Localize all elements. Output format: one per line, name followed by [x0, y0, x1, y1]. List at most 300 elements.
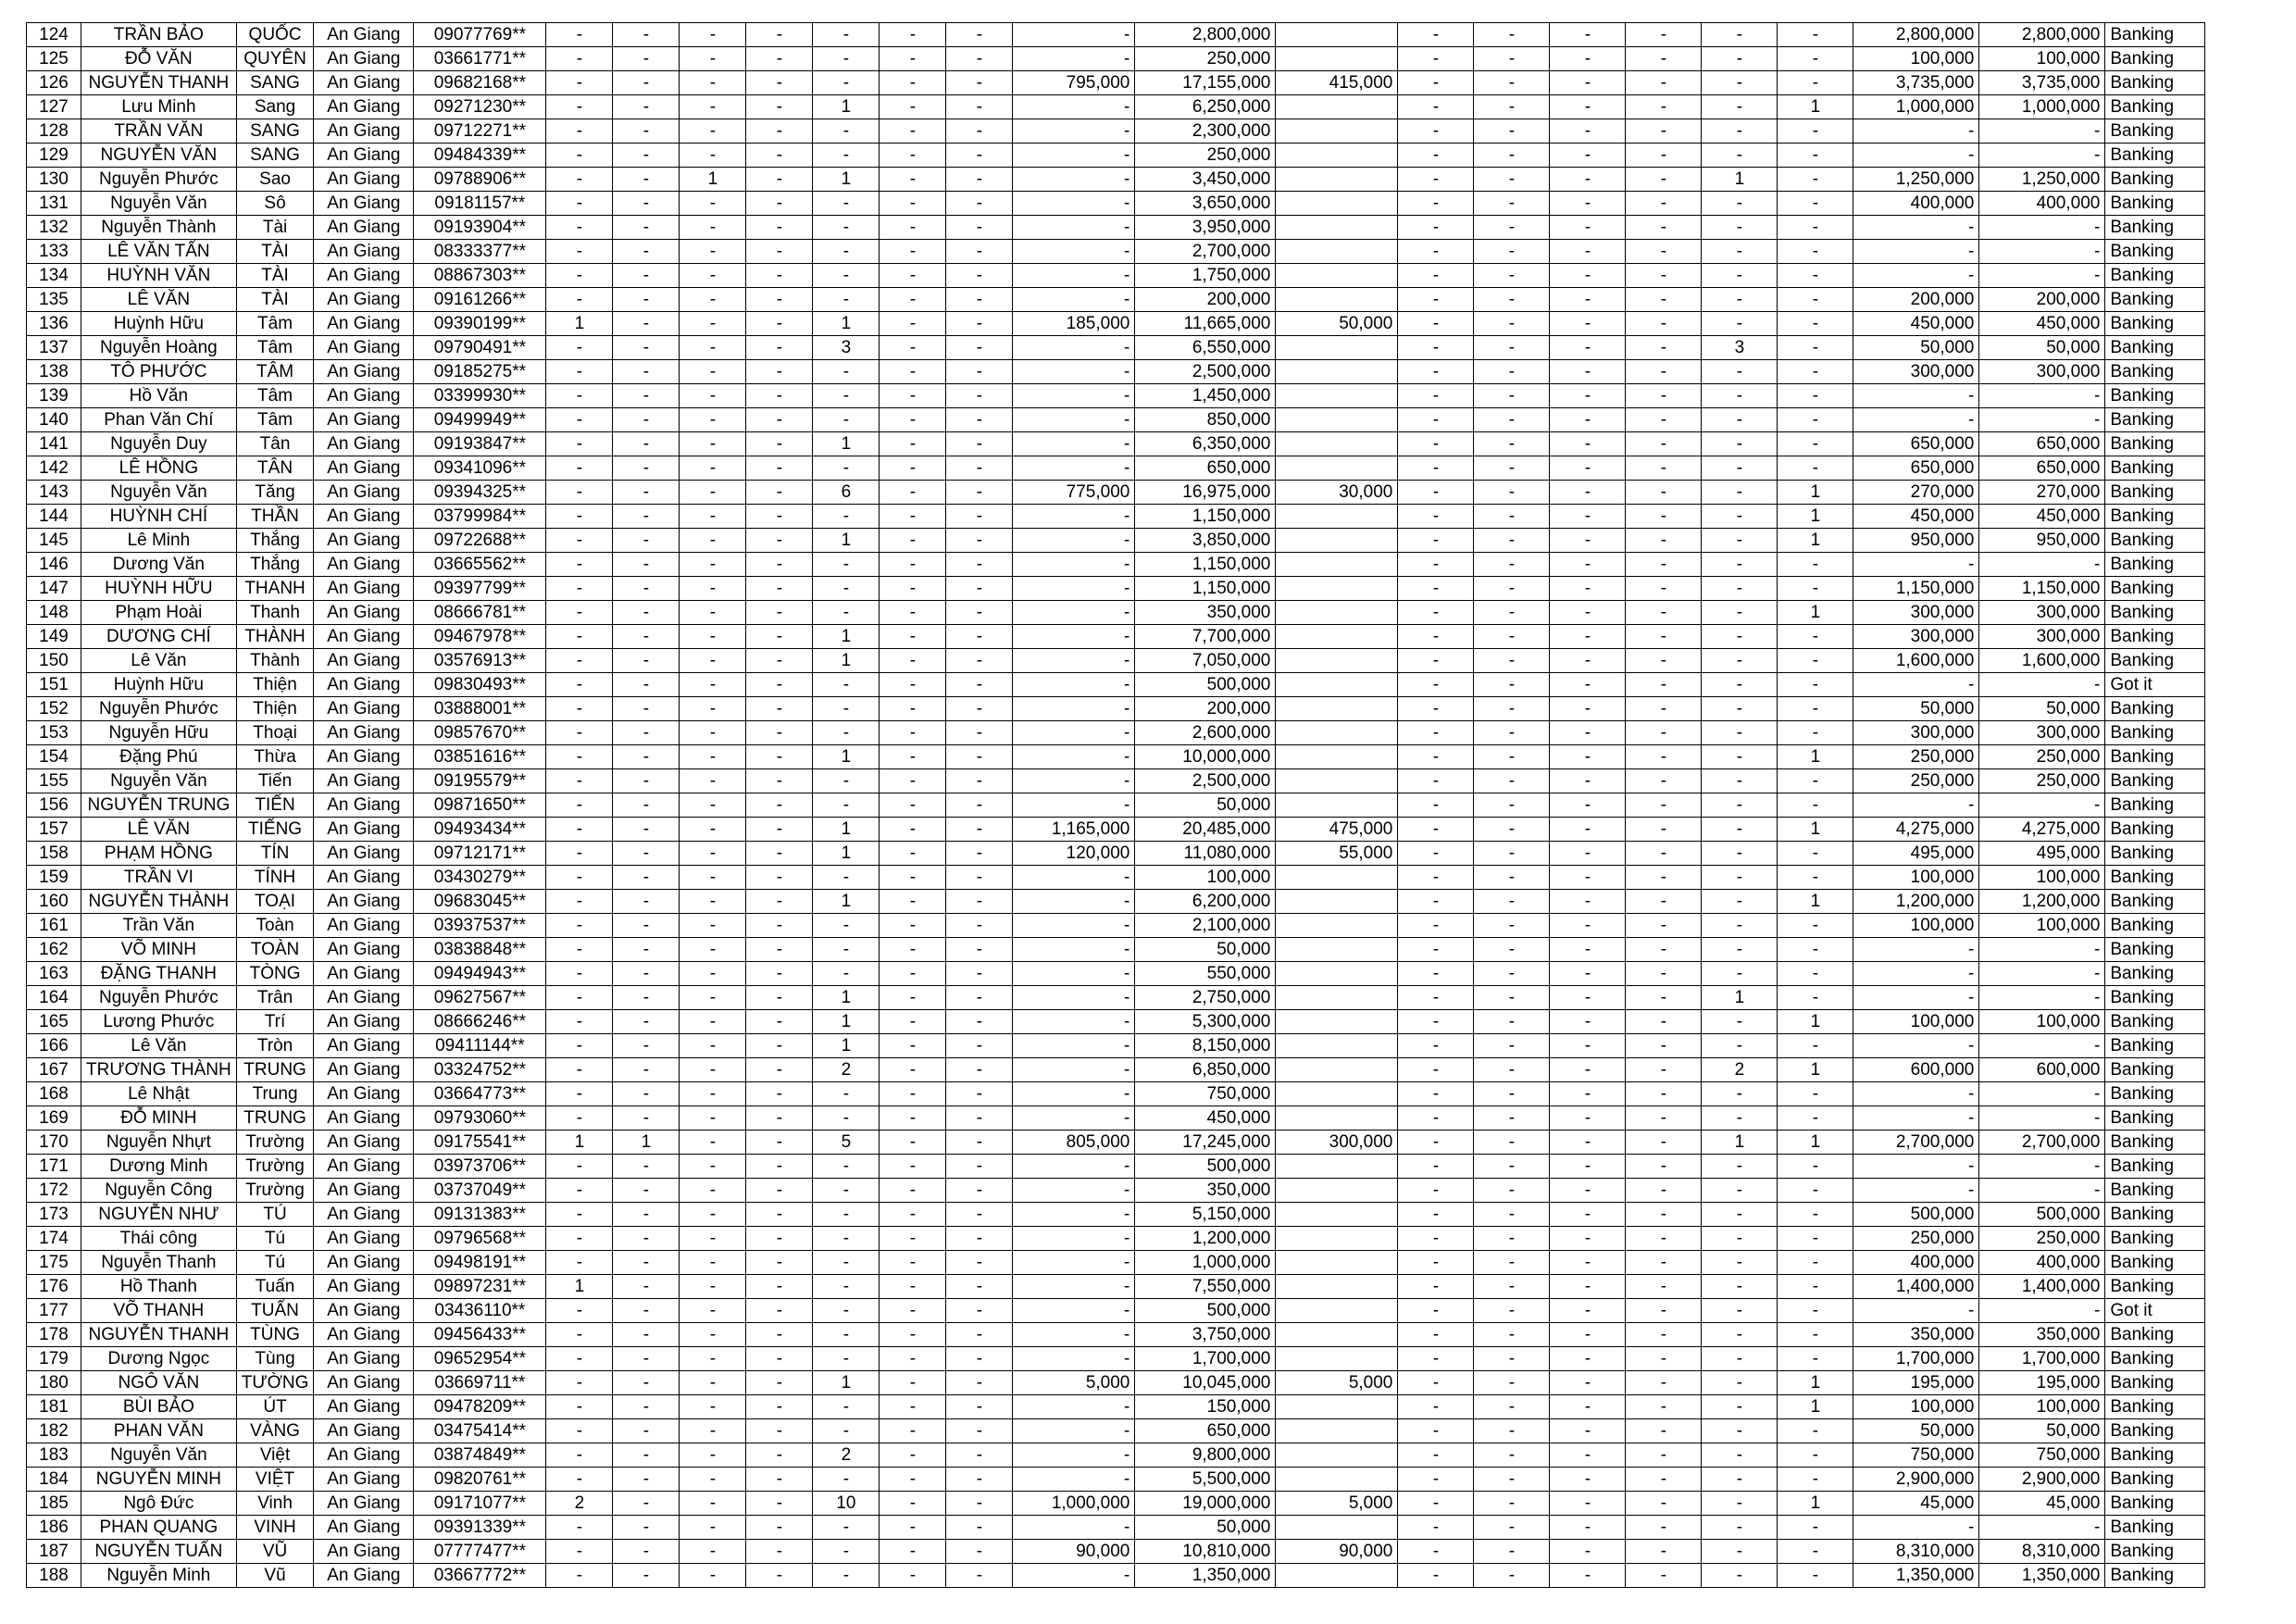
count-cell: - — [746, 1443, 813, 1468]
last-name-cell: DƯƠNG CHÍ — [81, 625, 237, 649]
table-row — [27, 264, 2205, 288]
total-amount-cell: 750,000 — [1135, 1082, 1276, 1106]
amount-cell: - — [1013, 192, 1135, 216]
count-cell: - — [746, 769, 813, 793]
count-cell: - — [946, 962, 1013, 986]
count-cell: - — [680, 288, 746, 312]
province-cell: An Giang — [314, 336, 414, 360]
payment-method-cell: Banking — [2105, 1203, 2205, 1227]
count-cell: - — [1702, 769, 1778, 793]
row-number-cell: 143 — [27, 481, 81, 505]
count-cell: - — [680, 529, 746, 553]
province-cell: An Giang — [314, 721, 414, 745]
table-row — [27, 962, 2205, 986]
payment-method-cell: Banking — [2105, 1106, 2205, 1131]
count-cell: - — [1474, 360, 1550, 384]
payment-method-cell: Banking — [2105, 408, 2205, 432]
count-cell: - — [1626, 1155, 1702, 1179]
first-name-cell: Trí — [236, 1010, 314, 1034]
count-cell: - — [546, 529, 613, 553]
count-cell: - — [613, 890, 680, 914]
phone-cell: 09391339** — [414, 1516, 546, 1540]
count-cell: - — [613, 1275, 680, 1299]
count-cell: - — [1550, 23, 1626, 47]
count-cell: - — [813, 47, 880, 71]
amount-cell: - — [1013, 745, 1135, 769]
paid-amount-cell: - — [1979, 1155, 2105, 1179]
reward-amount-cell: 450,000 — [1853, 312, 1979, 336]
amount-cell: - — [1013, 1299, 1135, 1323]
reward-amount-cell: 250,000 — [1853, 1227, 1979, 1251]
table-row — [27, 119, 2205, 144]
count-cell: - — [1398, 866, 1474, 890]
paid-amount-cell: 1,000,000 — [1979, 95, 2105, 119]
total-amount-cell: 550,000 — [1135, 962, 1276, 986]
row-number-cell: 169 — [27, 1106, 81, 1131]
amount-cell: - — [1013, 673, 1135, 697]
count-cell: - — [746, 1251, 813, 1275]
count-cell: 5 — [813, 1131, 880, 1155]
count-cell: - — [1626, 962, 1702, 986]
count-cell: 1 — [813, 649, 880, 673]
count-cell: - — [880, 625, 946, 649]
count-cell: - — [1778, 986, 1853, 1010]
amount-cell — [1276, 192, 1398, 216]
first-name-cell: VIỆT — [236, 1468, 314, 1492]
amount-cell: - — [1013, 1082, 1135, 1106]
phone-cell: 09195579** — [414, 769, 546, 793]
count-cell: - — [880, 384, 946, 408]
paid-amount-cell: - — [1979, 264, 2105, 288]
count-cell: - — [1778, 721, 1853, 745]
first-name-cell: Toàn — [236, 914, 314, 938]
table-row — [27, 745, 2205, 769]
count-cell: - — [546, 336, 613, 360]
count-cell: - — [1702, 432, 1778, 456]
count-cell: 2 — [813, 1058, 880, 1082]
count-cell: - — [613, 119, 680, 144]
province-cell: An Giang — [314, 481, 414, 505]
count-cell: - — [613, 938, 680, 962]
paid-amount-cell: 300,000 — [1979, 721, 2105, 745]
count-cell: - — [1550, 1179, 1626, 1203]
count-cell: - — [946, 1371, 1013, 1395]
count-cell: - — [1550, 312, 1626, 336]
count-cell: - — [746, 1179, 813, 1203]
table-row — [27, 1371, 2205, 1395]
amount-cell — [1276, 408, 1398, 432]
count-cell: - — [1398, 818, 1474, 842]
payment-method-cell: Banking — [2105, 288, 2205, 312]
count-cell: - — [1702, 1227, 1778, 1251]
count-cell: - — [746, 529, 813, 553]
count-cell: - — [1398, 1468, 1474, 1492]
count-cell: - — [1398, 938, 1474, 962]
amount-cell — [1276, 601, 1398, 625]
province-cell: An Giang — [314, 47, 414, 71]
table-row — [27, 697, 2205, 721]
province-cell: An Giang — [314, 1275, 414, 1299]
count-cell: - — [1778, 793, 1853, 818]
count-cell: - — [1550, 288, 1626, 312]
count-cell: - — [1626, 1468, 1702, 1492]
count-cell: - — [1778, 649, 1853, 673]
amount-cell: - — [1013, 721, 1135, 745]
count-cell: - — [613, 745, 680, 769]
count-cell: - — [546, 1323, 613, 1347]
count-cell: - — [1550, 1347, 1626, 1371]
count-cell: - — [546, 481, 613, 505]
paid-amount-cell: 2,700,000 — [1979, 1131, 2105, 1155]
payment-method-cell: Banking — [2105, 577, 2205, 601]
count-cell: - — [946, 649, 1013, 673]
paid-amount-cell: 100,000 — [1979, 1010, 2105, 1034]
count-cell: 1 — [813, 312, 880, 336]
row-number-cell: 155 — [27, 769, 81, 793]
first-name-cell: Thanh — [236, 601, 314, 625]
count-cell: - — [1702, 95, 1778, 119]
count-cell: - — [1550, 71, 1626, 95]
count-cell: - — [1474, 456, 1550, 481]
first-name-cell: Tâm — [236, 408, 314, 432]
count-cell: - — [546, 1251, 613, 1275]
count-cell: - — [1550, 456, 1626, 481]
count-cell: - — [1626, 1347, 1702, 1371]
count-cell: - — [813, 721, 880, 745]
last-name-cell: Hồ Thanh — [81, 1275, 237, 1299]
count-cell: - — [1474, 962, 1550, 986]
row-number-cell: 157 — [27, 818, 81, 842]
count-cell: - — [1626, 529, 1702, 553]
count-cell: - — [613, 505, 680, 529]
last-name-cell: Nguyễn Văn — [81, 1443, 237, 1468]
payment-method-cell: Banking — [2105, 95, 2205, 119]
reward-amount-cell: 50,000 — [1853, 697, 1979, 721]
count-cell: - — [1398, 144, 1474, 168]
first-name-cell: Tâm — [236, 336, 314, 360]
count-cell: 1 — [546, 312, 613, 336]
payment-method-cell: Banking — [2105, 914, 2205, 938]
total-amount-cell: 1,750,000 — [1135, 264, 1276, 288]
count-cell: 1 — [813, 625, 880, 649]
table-row — [27, 1227, 2205, 1251]
phone-cell: 09830493** — [414, 673, 546, 697]
count-cell: - — [1550, 1492, 1626, 1516]
last-name-cell: Lê Văn — [81, 1034, 237, 1058]
reward-amount-cell: - — [1853, 938, 1979, 962]
count-cell: - — [1626, 432, 1702, 456]
row-number-cell: 148 — [27, 601, 81, 625]
paid-amount-cell: 300,000 — [1979, 625, 2105, 649]
row-number-cell: 134 — [27, 264, 81, 288]
amount-cell: 5,000 — [1276, 1371, 1398, 1395]
table-row — [27, 168, 2205, 192]
last-name-cell: Dương Ngọc — [81, 1347, 237, 1371]
table-row — [27, 673, 2205, 697]
phone-cell: 09131383** — [414, 1203, 546, 1227]
count-cell: - — [1702, 914, 1778, 938]
count-cell: 1 — [1778, 529, 1853, 553]
amount-cell — [1276, 144, 1398, 168]
count-cell: - — [813, 1203, 880, 1227]
count-cell: - — [1398, 264, 1474, 288]
count-cell: - — [680, 625, 746, 649]
count-cell: - — [813, 240, 880, 264]
count-cell: - — [746, 601, 813, 625]
table-row — [27, 1395, 2205, 1419]
payment-method-cell: Banking — [2105, 360, 2205, 384]
amount-cell — [1276, 1564, 1398, 1588]
count-cell: - — [746, 673, 813, 697]
count-cell: - — [946, 601, 1013, 625]
count-cell: - — [1626, 408, 1702, 432]
count-cell: - — [813, 1275, 880, 1299]
count-cell: - — [613, 1251, 680, 1275]
table-row — [27, 1082, 2205, 1106]
row-number-cell: 128 — [27, 119, 81, 144]
count-cell: - — [1778, 264, 1853, 288]
count-cell: - — [880, 890, 946, 914]
last-name-cell: Trần Văn — [81, 914, 237, 938]
count-cell: - — [1702, 649, 1778, 673]
count-cell: - — [1626, 769, 1702, 793]
count-cell: - — [1702, 625, 1778, 649]
total-amount-cell: 50,000 — [1135, 938, 1276, 962]
total-amount-cell: 3,750,000 — [1135, 1323, 1276, 1347]
amount-cell — [1276, 1034, 1398, 1058]
count-cell: - — [880, 71, 946, 95]
count-cell: - — [1398, 529, 1474, 553]
count-cell: - — [613, 1106, 680, 1131]
count-cell: - — [1626, 842, 1702, 866]
paid-amount-cell: 750,000 — [1979, 1443, 2105, 1468]
count-cell: - — [880, 697, 946, 721]
row-number-cell: 166 — [27, 1034, 81, 1058]
table-body — [27, 23, 2205, 1588]
reward-amount-cell: 1,400,000 — [1853, 1275, 1979, 1299]
count-cell: - — [1778, 697, 1853, 721]
amount-cell: - — [1013, 1347, 1135, 1371]
first-name-cell: Tú — [236, 1227, 314, 1251]
count-cell: - — [546, 1179, 613, 1203]
last-name-cell: NGUYỄN THANH — [81, 1323, 237, 1347]
amount-cell — [1276, 23, 1398, 47]
row-number-cell: 125 — [27, 47, 81, 71]
count-cell: - — [1474, 1227, 1550, 1251]
paid-amount-cell: - — [1979, 240, 2105, 264]
province-cell: An Giang — [314, 119, 414, 144]
count-cell: - — [1474, 866, 1550, 890]
count-cell: - — [1474, 721, 1550, 745]
count-cell: - — [546, 1299, 613, 1323]
row-number-cell: 149 — [27, 625, 81, 649]
count-cell: - — [546, 697, 613, 721]
count-cell: - — [1778, 1203, 1853, 1227]
count-cell: - — [746, 914, 813, 938]
first-name-cell: THẦN — [236, 505, 314, 529]
last-name-cell: Nguyễn Phước — [81, 697, 237, 721]
count-cell: - — [746, 986, 813, 1010]
reward-amount-cell: 1,150,000 — [1853, 577, 1979, 601]
count-cell: - — [746, 553, 813, 577]
count-cell: - — [746, 481, 813, 505]
count-cell: - — [613, 962, 680, 986]
count-cell: - — [1626, 553, 1702, 577]
province-cell: An Giang — [314, 264, 414, 288]
count-cell: - — [1398, 71, 1474, 95]
row-number-cell: 137 — [27, 336, 81, 360]
count-cell: - — [880, 144, 946, 168]
count-cell: - — [1626, 144, 1702, 168]
count-cell: - — [546, 721, 613, 745]
payment-method-cell: Banking — [2105, 625, 2205, 649]
reward-amount-cell: 1,000,000 — [1853, 95, 1979, 119]
count-cell: - — [946, 456, 1013, 481]
phone-cell: 09161266** — [414, 288, 546, 312]
total-amount-cell: 500,000 — [1135, 673, 1276, 697]
first-name-cell: Tài — [236, 216, 314, 240]
table-row — [27, 144, 2205, 168]
total-amount-cell: 2,100,000 — [1135, 914, 1276, 938]
count-cell: - — [1778, 1564, 1853, 1588]
phone-cell: 08867303** — [414, 264, 546, 288]
total-amount-cell: 10,000,000 — [1135, 745, 1276, 769]
count-cell: - — [1778, 1106, 1853, 1131]
paid-amount-cell: 650,000 — [1979, 432, 2105, 456]
count-cell: - — [813, 1419, 880, 1443]
count-cell: - — [1474, 481, 1550, 505]
province-cell: An Giang — [314, 1227, 414, 1251]
phone-cell: 09478209** — [414, 1395, 546, 1419]
count-cell: - — [946, 553, 1013, 577]
last-name-cell: NGÔ VĂN — [81, 1371, 237, 1395]
total-amount-cell: 500,000 — [1135, 1155, 1276, 1179]
count-cell: - — [880, 192, 946, 216]
row-number-cell: 181 — [27, 1395, 81, 1419]
count-cell: - — [1778, 1347, 1853, 1371]
count-cell: - — [946, 23, 1013, 47]
count-cell: - — [1626, 1251, 1702, 1275]
count-cell: 1 — [813, 986, 880, 1010]
count-cell: - — [1550, 745, 1626, 769]
count-cell: - — [1550, 1540, 1626, 1564]
count-cell: - — [946, 119, 1013, 144]
count-cell: - — [613, 216, 680, 240]
row-number-cell: 150 — [27, 649, 81, 673]
count-cell: - — [1474, 1179, 1550, 1203]
count-cell: - — [746, 1492, 813, 1516]
count-cell: - — [746, 745, 813, 769]
count-cell: - — [680, 866, 746, 890]
last-name-cell: Nguyễn Phước — [81, 168, 237, 192]
amount-cell — [1276, 432, 1398, 456]
amount-cell: - — [1013, 1275, 1135, 1299]
row-number-cell: 184 — [27, 1468, 81, 1492]
count-cell: - — [880, 529, 946, 553]
row-number-cell: 127 — [27, 95, 81, 119]
count-cell: - — [613, 842, 680, 866]
phone-cell: 09788906** — [414, 168, 546, 192]
count-cell: - — [1778, 1299, 1853, 1323]
count-cell: - — [613, 168, 680, 192]
phone-cell: 09897231** — [414, 1275, 546, 1299]
count-cell: - — [946, 1227, 1013, 1251]
count-cell: - — [813, 553, 880, 577]
count-cell: - — [1398, 360, 1474, 384]
count-cell: - — [880, 818, 946, 842]
count-cell: - — [946, 1443, 1013, 1468]
count-cell: - — [1474, 1371, 1550, 1395]
phone-cell: 09181157** — [414, 192, 546, 216]
count-cell: - — [613, 1468, 680, 1492]
count-cell: - — [1778, 47, 1853, 71]
paid-amount-cell: 1,200,000 — [1979, 890, 2105, 914]
count-cell: - — [1474, 1516, 1550, 1540]
count-cell: - — [546, 71, 613, 95]
count-cell: - — [880, 962, 946, 986]
province-cell: An Giang — [314, 866, 414, 890]
phone-cell: 09271230** — [414, 95, 546, 119]
count-cell: - — [1474, 336, 1550, 360]
phone-cell: 07777477** — [414, 1540, 546, 1564]
count-cell: - — [746, 1468, 813, 1492]
count-cell: - — [546, 119, 613, 144]
count-cell: - — [1626, 745, 1702, 769]
phone-cell: 09193904** — [414, 216, 546, 240]
count-cell: - — [946, 71, 1013, 95]
count-cell: - — [1550, 938, 1626, 962]
count-cell: - — [880, 1540, 946, 1564]
province-cell: An Giang — [314, 986, 414, 1010]
reward-amount-cell: 650,000 — [1853, 432, 1979, 456]
count-cell: - — [1626, 1010, 1702, 1034]
count-cell: - — [1550, 769, 1626, 793]
count-cell: - — [1626, 1082, 1702, 1106]
count-cell: - — [546, 168, 613, 192]
count-cell: - — [1702, 842, 1778, 866]
count-cell: - — [1474, 890, 1550, 914]
reward-amount-cell: 250,000 — [1853, 769, 1979, 793]
row-number-cell: 156 — [27, 793, 81, 818]
count-cell: 1 — [1702, 986, 1778, 1010]
amount-cell — [1276, 529, 1398, 553]
count-cell: - — [1474, 529, 1550, 553]
paid-amount-cell: - — [1979, 144, 2105, 168]
count-cell: - — [1626, 1323, 1702, 1347]
count-cell: - — [1474, 1564, 1550, 1588]
total-amount-cell: 6,850,000 — [1135, 1058, 1276, 1082]
count-cell: - — [613, 1419, 680, 1443]
row-number-cell: 136 — [27, 312, 81, 336]
count-cell: - — [1398, 769, 1474, 793]
count-cell: - — [746, 1395, 813, 1419]
count-cell: - — [546, 1034, 613, 1058]
count-cell: - — [1474, 144, 1550, 168]
payment-method-cell: Banking — [2105, 1131, 2205, 1155]
count-cell: - — [880, 1203, 946, 1227]
amount-cell — [1276, 119, 1398, 144]
count-cell: - — [613, 986, 680, 1010]
count-cell: - — [1550, 1419, 1626, 1443]
reward-amount-cell: - — [1853, 1516, 1979, 1540]
row-number-cell: 126 — [27, 71, 81, 95]
count-cell: - — [946, 1179, 1013, 1203]
reward-amount-cell: 8,310,000 — [1853, 1540, 1979, 1564]
phone-cell: 03874849** — [414, 1443, 546, 1468]
count-cell: - — [813, 360, 880, 384]
count-cell: - — [613, 721, 680, 745]
count-cell: - — [813, 216, 880, 240]
